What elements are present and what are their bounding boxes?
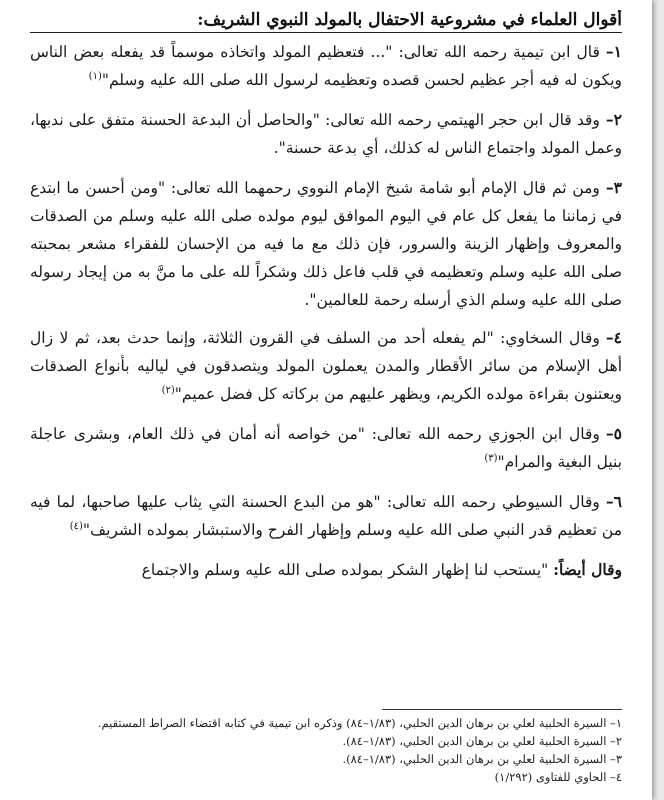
paragraph-text: وقال السيوطي رحمه الله تعالى: "هو من البدع الحسنة التي يثاب عليها صاحبها، لما فيه من تعظيم قدر النبي صلى الله عليه وسلم وإظهار الفرح والاستبشار بمولده الشريف" bbox=[30, 493, 622, 539]
paragraph-1 bbox=[30, 38, 622, 94]
paragraph-7 bbox=[30, 556, 622, 584]
footnote-ref: (٢) bbox=[161, 384, 175, 396]
footnotes bbox=[40, 714, 622, 786]
paragraph-3 bbox=[30, 174, 622, 314]
footnote-4: ٤– الحاوي للفتاوى (١/٢٩٢) bbox=[494, 770, 622, 784]
footnote-ref: (٣) bbox=[484, 452, 498, 464]
paragraph-4 bbox=[30, 324, 622, 408]
footnote-1: ١– السيرة الحلبية لعلي بن برهان الدين الحلبي، (١/٨٣–٨٤) وذكره ابن تيمية في كتابه اقتضاء الصراط المستقيم. bbox=[97, 716, 622, 730]
paragraph-number: ٥– bbox=[605, 424, 622, 443]
footnote-3: ٣– السيرة الحلبية لعلي بن برهان الدين الحلبي، (١/٨٣–٨٤). bbox=[342, 752, 622, 766]
paragraph-6 bbox=[30, 488, 622, 544]
paragraph-text: قال ابن تيمية رحمه الله تعالى: "... فتعظيم المولد واتخاذه موسماً قد يفعله بعض الناس ويكون له فيه أجر عظيم لحسن قصده وتعظيمه لرسول الله صلى الله عليه وسلم" bbox=[30, 43, 622, 89]
paragraph-5 bbox=[30, 420, 622, 476]
paragraph-text: "يستحب لنا إظهار الشكر بمولده صلى الله عليه وسلم والاجتماع bbox=[141, 561, 554, 579]
footnote-ref: (١) bbox=[88, 70, 102, 82]
page-title: أقوال العلماء في مشروعية الاحتفال بالمولد النبوي الشريف: bbox=[30, 10, 622, 33]
paragraph-number: ٦– bbox=[605, 492, 622, 511]
paragraph-lead: وقال أيضاً: bbox=[553, 560, 622, 579]
paragraph-text: وقال ابن الجوزي رحمه الله تعالى: "من خواصه أنه أمان في ذلك العام، وبشرى عاجلة بنيل البغية والمرام" bbox=[30, 425, 622, 471]
footnote-ref: (٤) bbox=[69, 520, 83, 532]
paragraph-text: وقد قال ابن حجر الهيتمي رحمه الله تعالى: "والحاصل أن البدعة الحسنة متفق على ندبها، وعمل المولد واجتماع الناس له كذلك، أي بدعة حسنة". bbox=[30, 111, 622, 157]
paragraph-text: وقال السخاوي: "لم يفعله أحد من السلف في القرون الثلاثة، وإنما حدث بعد، ثم لا زال أهل الإسلام من سائر الأقطار والمدن يعملون المولد ويتصدقون في لياليه بأنواع الصدقات ويعتنون بقراءة مولده الكريم، ويظهر عليهم من بركاته كل فضل عميم" bbox=[30, 329, 622, 403]
paragraph-number: ٢– bbox=[605, 110, 622, 129]
paragraph-number: ١– bbox=[605, 42, 622, 61]
footnote-divider bbox=[382, 709, 622, 710]
paragraph-number: ٣– bbox=[605, 178, 622, 197]
paragraph-2 bbox=[30, 106, 622, 162]
footnote-2: ٢– السيرة الحلبية لعلي بن برهان الدين الحلبي، (١/٨٣–٨٤). bbox=[342, 734, 622, 748]
body-text bbox=[30, 38, 622, 596]
paragraph-number: ٤– bbox=[605, 328, 622, 347]
paragraph-text: ومن ثم قال الإمام أبو شامة شيخ الإمام النووي رحمهما الله تعالى: "ومن أحسن ما ابتدع في زماننا ما يفعل كل عام في اليوم الموافق ليوم مولده صلى الله عليه وسلم من الصدقات والمعروف وإظهار الزينة والسرور، فإن ذلك مع ما فيه من الإحسان للفقراء مشعر بمحبته صلى الله عليه وسلم وتعظيمه في قلب فاعل ذلك وشكراً لله على ما منَّ به من إيجاد رسوله صلى الله عليه وسلم الذي أرسله رحمة للعالمين". bbox=[30, 179, 622, 309]
